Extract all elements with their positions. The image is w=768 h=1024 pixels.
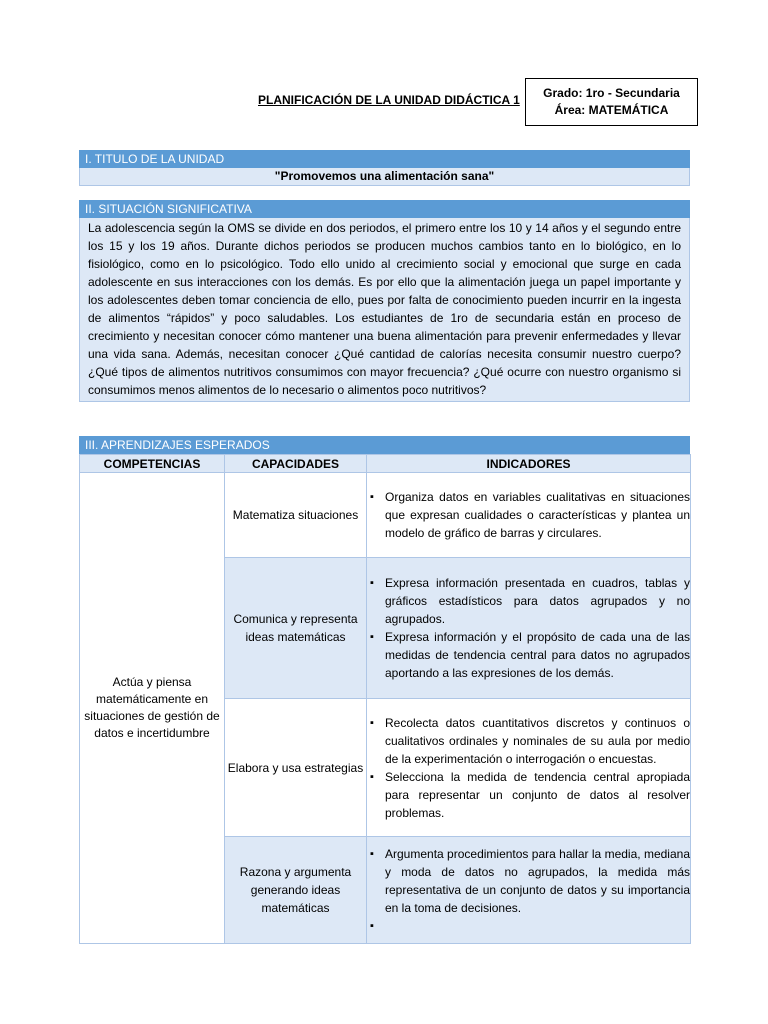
section-header: I. TITULO DE LA UNIDAD [79,150,690,168]
section-significant-situation [79,200,690,402]
competencia-cell: Actúa y piensa matemáticamente en situaciones de gestión de datos e incertidumbre [80,473,225,944]
indicadores-cell [367,473,691,558]
table-row [80,473,691,558]
indicator-item: ▪ Selecciona la medida de tendencia central apropiada para representar un conjunto de datos al resolver problemas. [367,768,690,822]
indicadores-cell [367,699,691,837]
indicator-item: ▪ Expresa información y el propósito de cada una de las medidas de tendencia central para datos no agrupados aportando a las expresiones de los demás. [367,628,690,682]
document-title: PLANIFICACIÓN DE LA UNIDAD DIDÁCTICA 1 [258,93,520,107]
indicator-item: ▪ Expresa información presentada en cuadros, tablas y gráficos estadísticos para datos agrupados y no agrupados. [367,574,690,628]
indicator-item: ▪ Organiza datos en variables cualitativas en situaciones que expresan cualidades o características y plantea un modelo de gráfico de barras y circulares. [367,488,690,542]
section-header: III. APRENDIZAJES ESPERADOS [79,436,690,454]
section-unit-title [79,150,690,186]
table-header-row [80,455,691,473]
column-header-capacidades: CAPACIDADES [225,455,367,473]
capacidad-cell: Razona y argumenta generando ideas matemáticas [225,837,367,944]
indicator-item: ▪ Recolecta datos cuantitativos discretos y continuos o cualitativos ordinales y nominales de su aula por medio de la experimentación o interrogación o encuestas. [367,714,690,768]
capacidad-cell: Elabora y usa estrategias [225,699,367,837]
indicator-item-empty [367,917,690,935]
section-header: II. SITUACIÓN SIGNIFICATIVA [79,200,690,218]
capacidad-cell: Comunica y representa ideas matemáticas [225,558,367,699]
section-expected-learning [79,436,690,944]
learning-table [79,454,691,944]
indicadores-cell [367,558,691,699]
indicadores-cell [367,837,691,944]
unit-title-text: "Promovemos una alimentación sana" [79,168,690,186]
indicator-item: ▪ Argumenta procedimientos para hallar la media, mediana y moda de datos no agrupados, la medida más representativa de un conjunto de datos y su importancia en la toma de decisiones. [367,845,690,917]
column-header-indicadores: INDICADORES [367,455,691,473]
situation-paragraph: La adolescencia según la OMS se divide en dos periodos, el primero entre los 10 y 14 años y el segundo entre los 15 y los 19 años. Durante dichos periodos se producen muchos cambios tanto en lo biológico, en lo fisiológico, como en lo psicológico. Todo ello unido al crecimiento social y emocional que surge en cada adolescente en sus interacciones con los demás. Es por ello que la alimentación juega un papel importante y los adolescentes deben tomar conciencia de ello, pues por falta de conocimiento pueden incurrir en la ingesta de alimentos “rápidos” y poco saludables. Los estudiantes de 1ro de secundaria están en proceso de crecimiento y necesitan conocer cómo mantener una buena alimentación para prevenir enfermedades y llevar una vida sana. Además, necesitan conocer ¿Qué cantidad de calorías necesita consumir nuestro cuerpo? ¿Qué tipos de alimentos nutritivos consumimos con mayor frecuencia? ¿Qué ocurre con nuestro organismo si consumimos menos alimentos de lo necesario o alimentos poco nutritivos? [79,218,690,402]
column-header-competencias: COMPETENCIAS [80,455,225,473]
capacidad-cell: Matematiza situaciones [225,473,367,558]
area-label: Área: MATEMÁTICA [554,103,669,117]
grade-area-box [525,78,698,126]
grade-label: Grado: 1ro - Secundaria [543,86,680,100]
